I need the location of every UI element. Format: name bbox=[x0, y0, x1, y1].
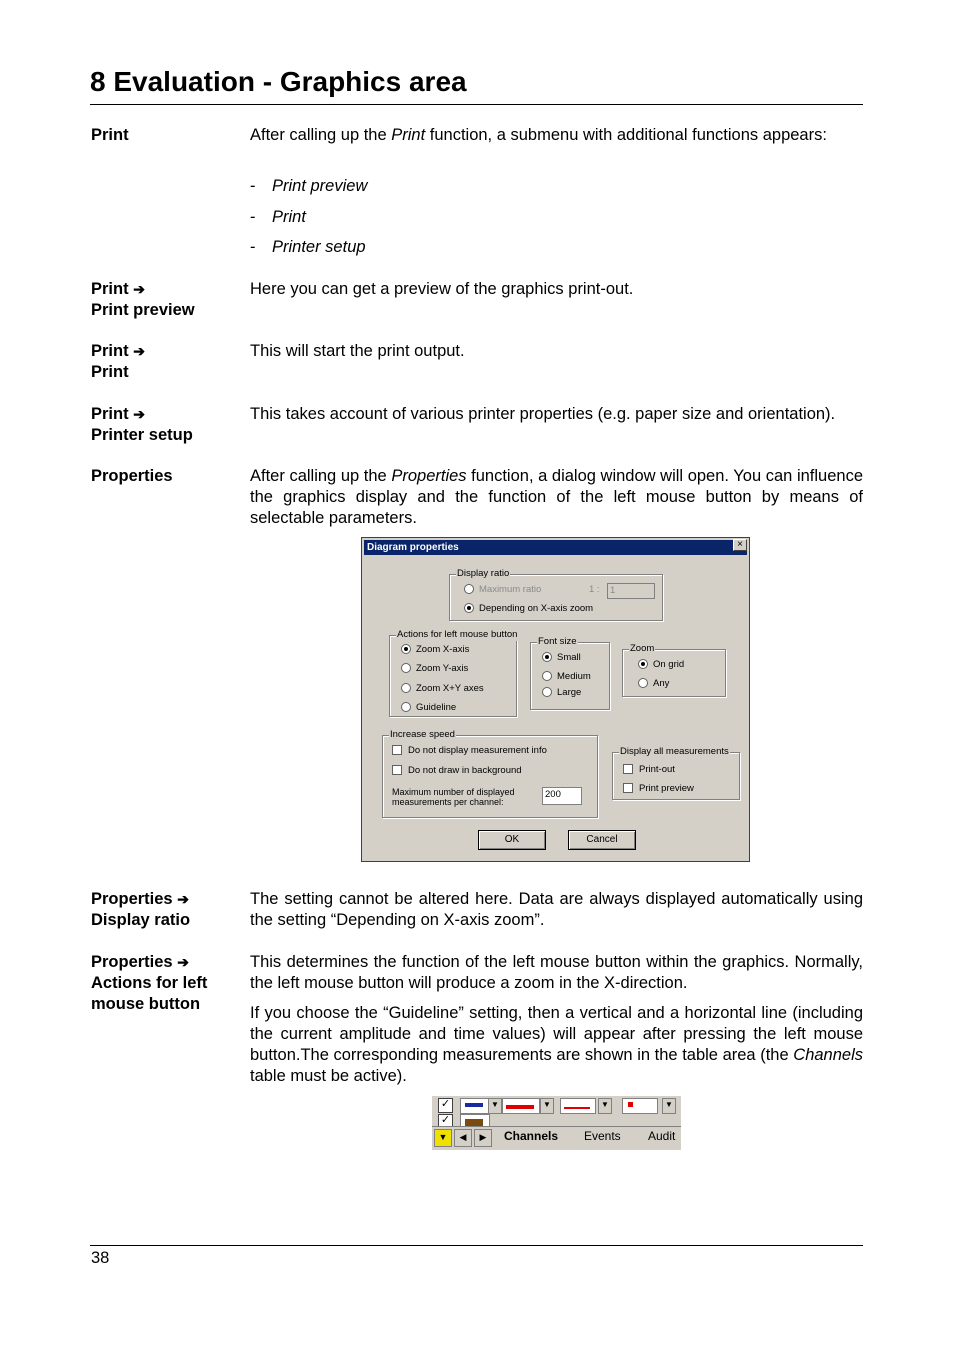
dropdown-icon[interactable]: ▼ bbox=[434, 1129, 452, 1147]
scroll-right-icon[interactable]: ▶ bbox=[474, 1129, 492, 1147]
channel-checkbox[interactable]: ✓ bbox=[438, 1114, 453, 1127]
option-label: Maximum ratio bbox=[479, 584, 542, 595]
option-label: Do not display measurement info bbox=[408, 745, 547, 756]
radio-small[interactable] bbox=[542, 652, 552, 662]
footer-rule bbox=[90, 1245, 863, 1246]
list-item: - Print preview bbox=[250, 177, 368, 195]
chevron-down-icon[interactable]: ▼ bbox=[540, 1098, 554, 1114]
desc-print-print: This will start the print output. bbox=[250, 342, 465, 360]
radio-depending-on-x-axis-zoom[interactable] bbox=[464, 603, 474, 613]
option-label: Zoom X+Y axes bbox=[416, 683, 484, 694]
line-style-swatch[interactable] bbox=[502, 1098, 540, 1114]
option-label: Medium bbox=[557, 671, 591, 682]
checkbox-print-preview[interactable] bbox=[623, 783, 633, 793]
radio-zoom-x-axis[interactable] bbox=[401, 644, 411, 654]
option-label: On grid bbox=[653, 659, 685, 670]
option-label: Print-out bbox=[639, 764, 675, 775]
term-print-preview: Print ➔ Print preview bbox=[91, 280, 195, 319]
color-swatch[interactable] bbox=[460, 1098, 490, 1114]
red-marker-icon bbox=[628, 1102, 633, 1107]
font-size-group bbox=[530, 636, 610, 710]
zoom-group bbox=[622, 643, 726, 697]
arrow-icon: ➔ bbox=[133, 406, 145, 422]
desc-display-ratio: The setting cannot be altered here. Data are always displayed automatically using the setting “Depending on X-axis zoom”. bbox=[250, 890, 863, 929]
term-printer-setup: Print ➔ Printer setup bbox=[91, 405, 193, 444]
radio-maximum-ratio[interactable] bbox=[464, 584, 474, 594]
term-properties: Properties bbox=[91, 467, 173, 485]
tab-channels[interactable]: Channels bbox=[504, 1129, 559, 1143]
desc-actions-left-2: If you choose the “Guideline” setting, then a vertical and a horizontal line (including the current amplitude and time values) will appear after pressing the left mouse button.The corresponding measurements are shown in the table area (the Channels table must be active). bbox=[250, 1004, 863, 1085]
tab-audit[interactable]: Audit bbox=[648, 1129, 676, 1143]
chevron-down-icon[interactable]: ▼ bbox=[488, 1098, 502, 1114]
tab-events[interactable]: Events bbox=[584, 1129, 621, 1143]
radio-zoom-xy-axes[interactable] bbox=[401, 683, 411, 693]
desc-print-preview: Here you can get a preview of the graphics print-out. bbox=[250, 280, 634, 298]
chevron-down-icon[interactable]: ▼ bbox=[598, 1098, 612, 1114]
option-label: Small bbox=[557, 652, 581, 663]
radio-large[interactable] bbox=[542, 687, 552, 697]
group-label: Actions for left mouse button bbox=[397, 629, 518, 640]
tab-bar bbox=[432, 1126, 681, 1147]
option-label: Zoom Y-axis bbox=[416, 663, 469, 674]
radio-on-grid[interactable] bbox=[638, 659, 648, 669]
list-item: - Print bbox=[250, 208, 306, 226]
page-header: 8 Evaluation - Graphics area bbox=[90, 66, 467, 97]
desc-print: After calling up the Print function, a submenu with additional functions appears: bbox=[250, 126, 827, 144]
display-all-group bbox=[612, 746, 740, 800]
option-label: Print preview bbox=[639, 783, 694, 794]
display-ratio-group bbox=[449, 568, 663, 621]
option-label: Zoom X-axis bbox=[416, 644, 470, 655]
diagram-properties-dialog bbox=[361, 537, 750, 862]
arrow-icon: ➔ bbox=[133, 281, 145, 297]
header-rule bbox=[90, 104, 863, 105]
term-print-print: Print ➔ Print bbox=[91, 342, 145, 381]
group-label: Display all measurements bbox=[620, 746, 729, 757]
ratio-separator: 1 : bbox=[589, 584, 600, 595]
radio-zoom-y-axis[interactable] bbox=[401, 663, 411, 673]
arrow-icon: ➔ bbox=[177, 891, 189, 907]
term-actions-left: Properties ➔ Actions for left mouse button bbox=[91, 953, 208, 1013]
channels-toolbar bbox=[432, 1096, 681, 1150]
line-width-swatch[interactable] bbox=[560, 1098, 596, 1114]
chevron-down-icon[interactable]: ▼ bbox=[662, 1098, 676, 1114]
checkbox-print-out[interactable] bbox=[623, 764, 633, 774]
dialog-title: Diagram properties bbox=[364, 540, 747, 555]
group-label: Font size bbox=[538, 636, 577, 647]
desc-properties: After calling up the Properties function, a dialog window will open. You can influence the graphics display and the function of the left mouse button by means of selectable parameters. bbox=[250, 467, 864, 527]
red-step-icon bbox=[506, 1105, 534, 1109]
checkbox-no-measurement-info[interactable] bbox=[392, 745, 402, 755]
desc-actions-left-1: This determines the function of the left mouse button within the graphics. Normally, the left mouse button will produce a zoom in the X-direction. bbox=[250, 953, 863, 992]
ratio-field[interactable]: 1 bbox=[607, 583, 655, 599]
arrow-icon: ➔ bbox=[133, 343, 145, 359]
radio-guideline[interactable] bbox=[401, 702, 411, 712]
arrow-icon: ➔ bbox=[177, 954, 189, 970]
group-label: Display ratio bbox=[457, 568, 510, 579]
desc-printer-setup: This takes account of various printer properties (e.g. paper size and orientation). bbox=[250, 405, 836, 423]
option-label: Any bbox=[653, 678, 670, 689]
option-label: Large bbox=[557, 687, 582, 698]
list-item: - Printer setup bbox=[250, 238, 366, 256]
group-label: Increase speed bbox=[390, 729, 455, 740]
radio-any[interactable] bbox=[638, 678, 648, 688]
option-label: Depending on X-axis zoom bbox=[479, 603, 594, 614]
scroll-left-icon[interactable]: ◀ bbox=[454, 1129, 472, 1147]
actions-group bbox=[389, 629, 518, 717]
term-display-ratio: Properties ➔ Display ratio bbox=[91, 890, 191, 929]
max-measurements-label: Maximum number of displayed measurements per channel: bbox=[392, 787, 515, 807]
option-label: Guideline bbox=[416, 702, 457, 713]
channel-checkbox[interactable]: ✓ bbox=[438, 1098, 453, 1113]
page-number: 38 bbox=[91, 1249, 110, 1267]
term-print: Print bbox=[91, 126, 129, 144]
increase-speed-group bbox=[382, 729, 598, 818]
close-icon[interactable]: × bbox=[733, 539, 747, 551]
group-label: Zoom bbox=[630, 643, 655, 654]
checkbox-no-draw-background[interactable] bbox=[392, 765, 402, 775]
max-measurements-field[interactable]: 200 bbox=[542, 787, 582, 805]
ok-button[interactable]: OK bbox=[478, 830, 546, 850]
red-line-icon bbox=[564, 1107, 590, 1109]
cancel-button[interactable]: Cancel bbox=[568, 830, 636, 850]
blue-line-icon bbox=[465, 1103, 483, 1107]
radio-medium[interactable] bbox=[542, 671, 552, 681]
marker-swatch[interactable] bbox=[622, 1098, 658, 1114]
option-label: Do not draw in background bbox=[408, 765, 522, 776]
